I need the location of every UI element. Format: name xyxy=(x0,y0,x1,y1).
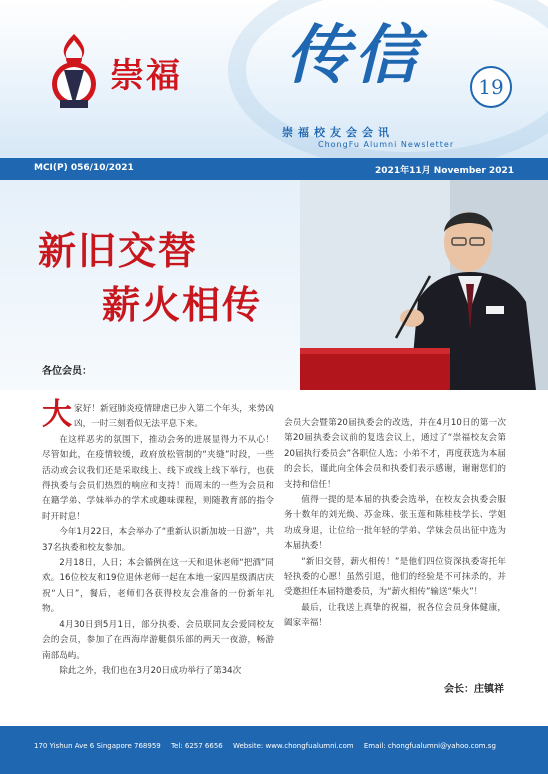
contact-footer xyxy=(0,726,548,774)
paragraph: 在这样恶劣的氛围下，推动会务的进展显得力不从心！尽管如此，在疫情较缓，政府放松管制的“夹缝”时段，一些活动或会议我们还是采取线上、线下或线上线下举行，也获得执委与会员们热烈的响应和支持！而周末的一些为会员和在籍学弟、学妹举办的学术或趣味课程，则随教育部的指令时开时息！ xyxy=(42,434,274,522)
footer-email-link[interactable]: Email: chongfualumni@yahoo.com.sg xyxy=(363,742,496,750)
paragraph: 值得一提的是本届的执委会选举，在校友会执委会服务十数年的刘光焕、苏金珠、张玉莲和陈桂枝学长、学姐功成身退，让位给一批年轻的学弟、学妹会员出征中选为本届执委！ xyxy=(284,495,506,552)
footer-address: 170 Yishun Ave 6 Singapore 768959 xyxy=(34,742,161,750)
newsletter-subtitle-cn: 崇福校友会会讯 xyxy=(282,126,394,139)
issue-date: 2021年11月 November 2021 xyxy=(375,166,514,176)
paragraph: 4月30日到5月1日，部分执委、会员联同友会爱同校友会的会员，参加了在西海岸游艇俱乐部的两天一夜游，畅游南部岛屿。 xyxy=(42,619,274,661)
article-column-left xyxy=(42,397,274,679)
paragraph: “新旧交替，薪火相传！”是他们四位资深执委寄托年轻执委的心愿！虽然引退，他们的经验是不可抹杀的，并受邀担任本届特邀委员，为“薪火相传”输送“柴火”！ xyxy=(284,556,506,598)
torch-emblem-icon xyxy=(46,30,102,116)
hero-section xyxy=(0,180,548,390)
footer-tel: Tel: 6257 6656 xyxy=(170,742,223,750)
headline-line-1: 新旧交替 xyxy=(38,229,199,273)
footer-contact-line xyxy=(34,742,504,750)
paragraph: 大家好！新冠肺炎疫情肆虐已步入第二个年头，来势凶凶，一时三刻看似无法平息下来。 xyxy=(42,397,274,432)
paragraph: 2月18日，人日；本会循例在这一天和退休老师“把酒”同欢。16位校友和19位退休老师一起在本地一家四星级酒店庆祝“人日”，餐后，老师们各获得校友会准备的一份新年礼物。 xyxy=(42,558,274,615)
footer-website-link[interactable]: Website: www.chongfualumni.com xyxy=(232,742,354,750)
issue-number-badge: 19 xyxy=(470,66,512,108)
mci-number: MCI(P) 056/10/2021 xyxy=(34,163,134,173)
newsletter-title: 传信 xyxy=(286,18,422,93)
paragraph: 除此之外，我们也在3月20日成功举行了第34次 xyxy=(59,665,242,676)
signature: 会长：庄镇祥 xyxy=(444,684,504,695)
logo-text: 崇福 xyxy=(110,56,182,96)
masthead-header xyxy=(0,0,548,158)
article-column-right xyxy=(284,416,506,632)
salutation: 各位会员： xyxy=(42,366,92,377)
paragraph: 最后，让我送上真挚的祝福，祝各位会员身体健康，阖家幸福！ xyxy=(284,602,506,629)
paragraph: 会员大会暨第20届执委会的改选，并在4月10日的第一次第20届执委会议前的复选会议上，通过了“崇福校友会第20届执行委员会”各职位人选；小弟不才，再度获选为本届的会长，谨此向全体会员和执委们表示感谢，谢谢您们的支持和信任！ xyxy=(284,418,506,490)
dropcap: 大 xyxy=(42,397,72,432)
president-speaking-photo xyxy=(300,180,548,390)
paragraph: 今年1月22日，本会举办了“重新认识新加坡一日游”，共37名执委和校友参加。 xyxy=(42,527,274,553)
issue-info-bar xyxy=(0,158,548,180)
headline-line-2: 薪火相传 xyxy=(102,283,263,327)
newsletter-subtitle-en: ChongFu Alumni Newsletter xyxy=(318,140,455,149)
